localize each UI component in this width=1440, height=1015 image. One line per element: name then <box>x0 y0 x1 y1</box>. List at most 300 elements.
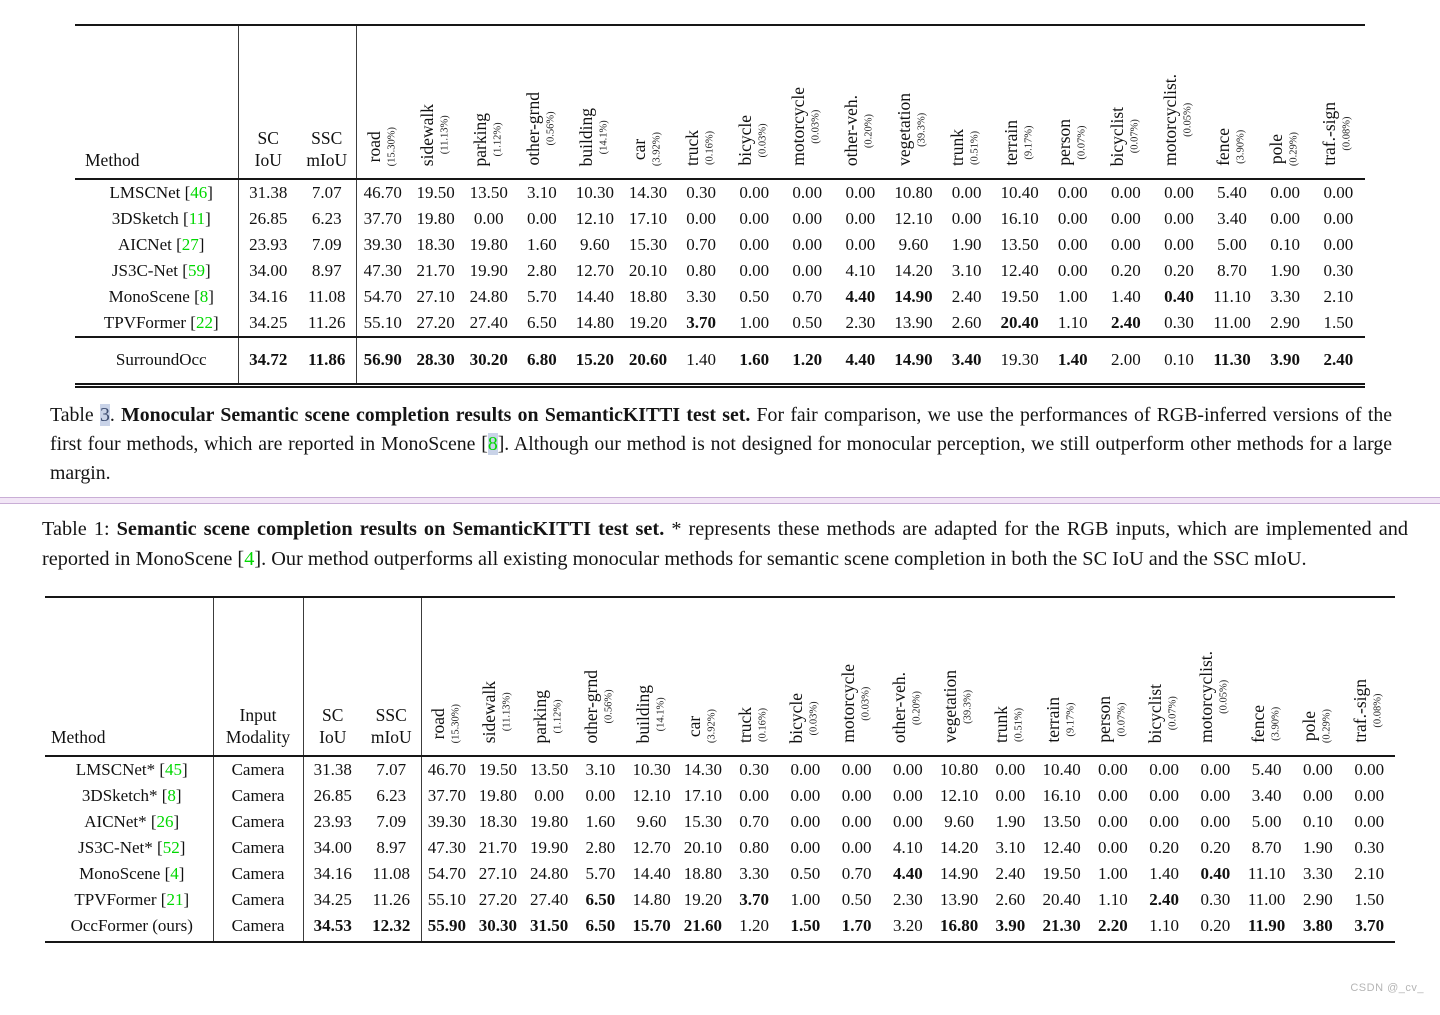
class-name: pole <box>1298 711 1319 742</box>
value-cell-bicyclist: 1.40 <box>1149 864 1179 884</box>
sc-iou-cell: 34.25 <box>249 313 288 332</box>
class-frequency: (0.08%) <box>1341 117 1353 152</box>
citation-link[interactable]: 8 <box>167 786 176 806</box>
value-cell-road: 47.30 <box>427 838 466 858</box>
class-column-header-terrain <box>1036 598 1087 756</box>
header-line: Modality <box>225 726 291 747</box>
value-cell-person: 1.10 <box>1057 313 1088 332</box>
ssc-miou-cell: 11.08 <box>362 861 421 887</box>
value-cell-sidewalk: 28.30 <box>416 350 455 369</box>
value-cell-vegetation: 14.20 <box>894 261 933 280</box>
class-column-header-bicyclist <box>1099 26 1152 179</box>
class-name: other-grnd <box>581 669 602 744</box>
class-column-header-bicycle <box>780 598 831 756</box>
value-cell-trunk: 3.90 <box>995 916 1026 936</box>
value-cell-motorcycle: 0.00 <box>841 838 872 858</box>
value-cell-car: 14.30 <box>628 183 668 202</box>
value-cell-bicycle: 0.00 <box>739 235 770 254</box>
ssc-miou-cell: 11.26 <box>298 310 356 337</box>
method-cell: TPVFormer [22] <box>75 310 238 337</box>
value-cell-traf-sign: 2.40 <box>1323 350 1354 369</box>
rotated-class-label <box>1161 74 1197 166</box>
class-name: car <box>683 715 704 737</box>
value-cell-parking: 30.20 <box>469 350 508 369</box>
sc-iou-cell: 34.00 <box>313 838 352 858</box>
value-cell-motorcycle: 1.70 <box>841 916 872 936</box>
value-cell-motorcycle: 0.00 <box>841 760 872 780</box>
value-cell-terrain: 20.40 <box>1000 313 1039 332</box>
ours-table-row <box>45 913 1395 941</box>
value-cell-vegetation: 14.90 <box>894 350 933 369</box>
header-row <box>45 598 1395 756</box>
rotated-class-label <box>839 664 875 743</box>
value-cell-parking: 19.80 <box>469 235 508 254</box>
value-cell-bicycle: 0.00 <box>739 209 770 228</box>
citation-link[interactable]: 46 <box>190 183 208 202</box>
value-cell-trunk: 0.00 <box>951 209 982 228</box>
table-row <box>45 887 1395 913</box>
value-cell-bicyclist: 0.00 <box>1149 786 1179 806</box>
class-name: building <box>575 107 596 166</box>
value-cell-pole: 0.00 <box>1303 760 1333 780</box>
method-cell <box>45 913 213 941</box>
header-line: SSC <box>311 128 343 149</box>
ssc-miou-cell: 7.07 <box>362 756 421 783</box>
value-cell-bicycle: 0.00 <box>790 812 821 832</box>
ssc-miou-cell: 6.23 <box>298 206 356 232</box>
value-cell-traf-sign: 3.70 <box>1354 916 1385 936</box>
class-column-header-fence <box>1241 598 1292 756</box>
ssc-miou-cell: 8.97 <box>362 835 421 861</box>
method-column-header: Method <box>45 598 213 756</box>
value-cell-bicyclist: 2.00 <box>1110 350 1141 369</box>
class-column-header-bicyclist <box>1139 598 1190 756</box>
value-cell-sidewalk: 19.80 <box>416 209 455 228</box>
table1-ssc-results <box>45 596 1395 943</box>
value-cell-bicyclist: 0.20 <box>1149 838 1179 858</box>
ssc-miou-cell: 12.32 <box>362 913 421 941</box>
value-cell-fence: 11.90 <box>1247 916 1286 936</box>
class-frequency: (0.56%) <box>545 112 557 147</box>
value-cell-truck: 3.30 <box>739 864 769 884</box>
purple-divider <box>0 497 1440 504</box>
header-line: Input <box>239 705 277 726</box>
value-cell-truck: 0.30 <box>739 760 769 780</box>
value-cell-vegetation: 10.80 <box>894 183 933 202</box>
ours-row-section <box>75 337 1365 383</box>
rotated-class-label <box>531 690 567 743</box>
sc-iou-cell: 34.53 <box>313 916 352 936</box>
value-cell-traf-sign: 0.30 <box>1354 838 1385 858</box>
citation-link[interactable]: 11 <box>188 209 206 228</box>
citation-link[interactable]: 4 <box>170 864 179 884</box>
class-column-header-fence <box>1206 26 1259 179</box>
value-cell-trunk: 3.10 <box>995 838 1026 858</box>
value-cell-other-grnd: 5.70 <box>526 287 557 306</box>
sc-iou-cell: 23.93 <box>249 235 288 254</box>
class-column-header-sidewalk <box>409 26 462 179</box>
value-cell-motorcycle: 0.00 <box>792 209 823 228</box>
value-cell-person: 2.20 <box>1098 916 1128 936</box>
value-cell-parking: 19.80 <box>530 812 569 832</box>
value-cell-fence: 11.10 <box>1247 864 1286 884</box>
rotated-class-label <box>685 709 721 743</box>
value-cell-truck: 3.70 <box>739 890 769 910</box>
value-cell-terrain: 21.30 <box>1042 916 1081 936</box>
modality-cell: Camera <box>213 783 303 809</box>
value-cell-building: 15.20 <box>575 350 615 369</box>
value-cell-parking: 24.80 <box>530 864 569 884</box>
value-cell-other-veh: 2.30 <box>893 890 923 910</box>
class-name: other-veh. <box>888 672 909 744</box>
value-cell-car: 19.20 <box>683 890 722 910</box>
class-column-header-road <box>421 598 472 756</box>
value-cell-person: 0.00 <box>1057 183 1088 202</box>
rotated-class-label <box>1351 679 1387 743</box>
value-cell-truck: 1.40 <box>686 350 716 369</box>
value-cell-pole: 0.10 <box>1303 812 1333 832</box>
value-cell-other-grnd: 3.10 <box>526 183 557 202</box>
citation-link[interactable]: 27 <box>181 235 199 254</box>
caption-text: * represents these methods are adapted for the RGB inputs, which are implemented and reported in MonoScene [ <box>42 518 1408 570</box>
value-cell-parking: 24.80 <box>469 287 508 306</box>
value-cell-fence: 8.70 <box>1251 838 1282 858</box>
value-cell-sidewalk: 27.10 <box>416 287 455 306</box>
class-frequency: (11.13%) <box>438 115 450 155</box>
class-column-header-other-grnd <box>515 26 568 179</box>
class-frequency: (11.13%) <box>501 692 513 732</box>
class-frequency: (0.07%) <box>1076 125 1088 160</box>
value-cell-motorcyclist: 0.30 <box>1200 890 1231 910</box>
rotated-class-label <box>736 115 772 166</box>
value-cell-other-grnd: 6.80 <box>526 350 557 369</box>
method-name: 3DSketch <box>111 209 179 228</box>
value-cell-building: 12.10 <box>575 209 615 228</box>
ssc-miou-cell: 6.23 <box>362 783 421 809</box>
value-cell-person: 0.00 <box>1057 235 1088 254</box>
header-line: SSC <box>375 705 407 726</box>
value-cell-terrain: 19.50 <box>1000 287 1039 306</box>
value-cell-road: 37.70 <box>363 209 402 228</box>
class-name: bicyclist <box>1106 106 1127 166</box>
rotated-class-label <box>365 127 401 166</box>
class-name: fence <box>1247 705 1268 744</box>
method-cell: 3DSketch [11] <box>75 206 238 232</box>
value-cell-person: 0.00 <box>1098 812 1128 832</box>
value-cell-motorcyclist: 0.00 <box>1164 209 1194 228</box>
value-cell-motorcycle: 0.50 <box>792 313 823 332</box>
value-cell-truck: 0.70 <box>686 235 716 254</box>
value-cell-other-grnd: 0.00 <box>585 786 616 806</box>
class-name: person <box>1053 119 1074 166</box>
value-cell-terrain: 19.50 <box>1042 864 1081 884</box>
value-cell-car: 15.30 <box>683 812 722 832</box>
method-cell: LMSCNet [46] <box>75 179 238 206</box>
class-column-header-car <box>621 26 674 179</box>
value-cell-bicycle: 1.00 <box>739 313 770 332</box>
citation-link[interactable]: 22 <box>195 313 213 332</box>
rotated-class-label <box>1214 128 1250 166</box>
caption-text: Monocular Semantic scene completion results on SemanticKITTI test set. <box>121 404 751 426</box>
class-column-header-bicycle <box>728 26 781 179</box>
sc-iou-cell: 26.85 <box>313 786 352 806</box>
class-column-header-other-grnd <box>575 598 626 756</box>
reference-link[interactable]: 8 <box>487 433 498 456</box>
class-frequency: (0.05%) <box>1182 103 1194 138</box>
value-cell-car: 14.30 <box>683 760 722 780</box>
value-cell-sidewalk: 19.80 <box>478 786 517 806</box>
reference-link[interactable]: 3 <box>99 404 110 426</box>
class-column-header-car <box>677 598 728 756</box>
class-frequency: (0.07%) <box>1167 696 1179 731</box>
value-cell-trunk: 0.00 <box>995 760 1026 780</box>
value-cell-road: 56.90 <box>363 350 402 369</box>
value-cell-motorcycle: 0.00 <box>841 786 872 806</box>
class-column-header-parking <box>524 598 575 756</box>
header-line: IoU <box>319 726 347 747</box>
value-cell-truck: 1.20 <box>739 916 769 936</box>
value-cell-sidewalk: 30.30 <box>478 916 517 936</box>
class-frequency: (3.92%) <box>651 131 663 166</box>
value-cell-trunk: 2.60 <box>951 313 982 332</box>
value-cell-truck: 0.80 <box>739 838 769 858</box>
table-header <box>75 26 1365 179</box>
value-cell-road: 47.30 <box>363 261 402 280</box>
class-frequency: (0.07%) <box>1116 702 1128 737</box>
value-cell-bicyclist: 0.00 <box>1149 760 1179 780</box>
rotated-class-label <box>1055 119 1091 166</box>
value-cell-sidewalk: 21.70 <box>416 261 455 280</box>
value-cell-bicyclist: 2.40 <box>1149 890 1179 910</box>
reference-link[interactable]: 4 <box>244 547 255 570</box>
caption-text: Table 1: <box>42 518 117 541</box>
caption-text: ]. Although our method is not designed for monocular perception, we still outperform other methods for a large margin. <box>50 433 1393 485</box>
table-header <box>45 598 1395 756</box>
value-cell-road: 54.70 <box>363 287 402 306</box>
citation-link[interactable]: 52 <box>162 838 180 858</box>
rotated-class-label <box>429 704 465 743</box>
class-frequency: (0.20%) <box>863 113 875 148</box>
value-cell-bicycle: 0.00 <box>739 183 770 202</box>
ours-row-section <box>45 913 1395 941</box>
value-cell-trunk: 1.90 <box>951 235 982 254</box>
value-cell-road: 55.10 <box>363 313 402 332</box>
rotated-class-label <box>992 706 1028 743</box>
value-cell-building: 12.70 <box>632 838 671 858</box>
class-frequency: (9.17%) <box>1064 703 1076 738</box>
ssc-miou-cell: 11.26 <box>362 887 421 913</box>
value-cell-bicycle: 1.60 <box>739 350 770 369</box>
method-column-header: Method <box>75 26 238 179</box>
value-cell-traf-sign: 2.10 <box>1323 287 1354 306</box>
value-cell-vegetation: 9.60 <box>898 235 929 254</box>
class-name: vegetation <box>940 670 961 744</box>
class-name: sidewalk <box>478 680 499 744</box>
rotated-class-label <box>1267 132 1303 166</box>
value-cell-other-grnd: 0.00 <box>526 209 557 228</box>
class-column-header-motorcycle <box>831 598 882 756</box>
value-cell-bicyclist: 2.40 <box>1110 313 1141 332</box>
value-cell-road: 54.70 <box>427 864 466 884</box>
class-frequency: (39.3%) <box>962 689 974 724</box>
value-cell-parking: 27.40 <box>530 890 569 910</box>
class-column-header-vegetation <box>934 598 985 756</box>
value-cell-other-veh: 0.00 <box>893 760 923 780</box>
class-name: vegetation <box>894 93 915 166</box>
value-cell-car: 20.10 <box>683 838 722 858</box>
citation-link[interactable]: 26 <box>156 812 174 832</box>
value-cell-other-grnd: 6.50 <box>585 916 616 936</box>
class-frequency: (0.20%) <box>911 690 923 725</box>
value-cell-fence: 5.00 <box>1217 235 1247 254</box>
value-cell-other-grnd: 1.60 <box>585 812 616 832</box>
citation-link[interactable]: 59 <box>187 261 205 280</box>
value-cell-person: 1.40 <box>1057 350 1088 369</box>
value-cell-building: 12.10 <box>632 786 671 806</box>
class-column-header-traf-sign <box>1344 598 1396 756</box>
method-name: LMSCNet* <box>75 760 156 780</box>
value-cell-pole: 2.90 <box>1303 890 1333 910</box>
value-cell-bicyclist: 1.40 <box>1110 287 1141 306</box>
table-row <box>75 232 1365 258</box>
value-cell-fence: 3.40 <box>1251 786 1282 806</box>
value-cell-sidewalk: 27.20 <box>478 890 517 910</box>
sc-iou-cell: 23.93 <box>313 812 352 832</box>
method-name: SurroundOcc <box>115 350 207 369</box>
class-frequency: (0.16%) <box>704 130 716 166</box>
citation-link[interactable]: 8 <box>199 287 209 306</box>
class-column-header-trunk <box>940 26 993 179</box>
class-name: pole <box>1266 133 1287 165</box>
value-cell-other-veh: 3.20 <box>893 916 923 936</box>
rotated-class-label <box>418 104 454 166</box>
class-column-header-other-veh <box>834 26 887 179</box>
value-cell-bicyclist: 1.10 <box>1149 916 1179 936</box>
value-cell-other-veh: 0.00 <box>845 235 876 254</box>
table1-results-table <box>45 598 1395 941</box>
class-name: building <box>632 684 653 744</box>
class-column-header-motorcyclist <box>1190 598 1241 756</box>
value-cell-motorcycle: 0.00 <box>792 183 823 202</box>
value-cell-bicyclist: 0.20 <box>1110 261 1141 280</box>
class-column-header-trunk <box>985 598 1036 756</box>
class-name: trunk <box>947 129 968 166</box>
sc-iou-cell: 34.16 <box>313 864 352 884</box>
value-cell-person: 1.00 <box>1098 864 1128 884</box>
class-column-header-motorcycle <box>781 26 834 179</box>
method-name: 3DSketch* <box>81 786 158 806</box>
value-cell-vegetation: 12.10 <box>894 209 933 228</box>
method-name: JS3C-Net <box>111 261 179 280</box>
rotated-class-label <box>1002 120 1038 166</box>
class-name: motorcycle <box>837 664 858 744</box>
value-cell-bicyclist: 0.00 <box>1110 235 1141 254</box>
sc-iou-cell: 34.25 <box>313 890 352 910</box>
class-frequency: (9.17%) <box>1022 126 1034 161</box>
class-name: traf.-sign <box>1350 679 1371 744</box>
value-cell-vegetation: 12.10 <box>940 786 979 806</box>
value-cell-building: 14.80 <box>632 890 671 910</box>
value-cell-bicycle: 0.00 <box>790 838 821 858</box>
table3-results-table <box>75 26 1365 383</box>
class-name: parking <box>469 112 490 166</box>
ssc-miou-column-header <box>362 598 421 756</box>
citation-link[interactable]: 45 <box>165 760 183 780</box>
value-cell-bicycle: 1.50 <box>790 916 821 936</box>
value-cell-car: 19.20 <box>628 313 668 332</box>
class-name: fence <box>1212 128 1233 166</box>
class-frequency: (0.51%) <box>969 130 981 165</box>
value-cell-motorcyclist: 0.20 <box>1164 261 1194 280</box>
value-cell-motorcyclist: 0.00 <box>1200 812 1231 832</box>
value-cell-traf-sign: 0.00 <box>1354 786 1385 806</box>
value-cell-sidewalk: 19.50 <box>478 760 517 780</box>
value-cell-car: 20.10 <box>628 261 668 280</box>
table-row <box>45 835 1395 861</box>
value-cell-bicycle: 1.00 <box>790 890 821 910</box>
class-column-header-pole <box>1259 26 1312 179</box>
class-column-header-person <box>1087 598 1138 756</box>
class-name: trunk <box>991 706 1012 744</box>
value-cell-traf-sign: 0.00 <box>1354 760 1385 780</box>
method-name: AICNet* <box>84 812 147 832</box>
class-column-header-traf-sign <box>1312 26 1365 179</box>
class-column-header-truck <box>729 598 780 756</box>
class-name: parking <box>530 689 551 744</box>
value-cell-other-grnd: 3.10 <box>585 760 616 780</box>
value-cell-road: 39.30 <box>363 235 402 254</box>
value-cell-building: 12.70 <box>575 261 615 280</box>
value-cell-bicyclist: 0.00 <box>1110 183 1141 202</box>
method-cell: JS3C-Net* [52] <box>45 835 213 861</box>
value-cell-motorcycle: 0.00 <box>841 812 872 832</box>
value-cell-other-grnd: 5.70 <box>585 864 616 884</box>
value-cell-vegetation: 14.90 <box>940 864 979 884</box>
value-cell-other-veh: 0.00 <box>893 812 923 832</box>
value-cell-truck: 3.30 <box>686 287 716 306</box>
class-column-header-terrain <box>993 26 1046 179</box>
value-cell-traf-sign: 1.50 <box>1354 890 1385 910</box>
rotated-class-label <box>1108 107 1144 166</box>
caption-text: . <box>109 404 122 426</box>
value-cell-building: 9.60 <box>580 235 610 254</box>
value-cell-fence: 11.30 <box>1213 350 1251 369</box>
modality-cell: Camera <box>213 835 303 861</box>
ssc-miou-cell: 7.09 <box>362 809 421 835</box>
modality-cell: Camera <box>213 913 303 941</box>
rotated-class-label <box>1197 651 1233 743</box>
value-cell-road: 55.90 <box>427 916 466 936</box>
value-cell-person: 1.10 <box>1098 890 1128 910</box>
class-name: traf.-sign <box>1319 102 1340 166</box>
class-column-header-parking <box>462 26 515 179</box>
value-cell-terrain: 20.40 <box>1042 890 1081 910</box>
class-name: truck <box>735 707 756 744</box>
value-cell-road: 39.30 <box>427 812 466 832</box>
rotated-class-label <box>842 95 878 166</box>
citation-link[interactable]: 21 <box>166 890 184 910</box>
class-frequency: (0.03%) <box>859 686 871 721</box>
value-cell-parking: 13.50 <box>530 760 569 780</box>
table-row <box>45 861 1395 887</box>
value-cell-road: 46.70 <box>427 760 466 780</box>
rotated-class-label <box>787 693 823 744</box>
value-cell-building: 15.70 <box>632 916 671 936</box>
value-cell-motorcyclist: 0.30 <box>1164 313 1194 332</box>
class-column-header-other-veh <box>882 598 933 756</box>
method-name: MonoScene <box>108 287 190 306</box>
class-frequency: (0.08%) <box>1372 694 1384 729</box>
